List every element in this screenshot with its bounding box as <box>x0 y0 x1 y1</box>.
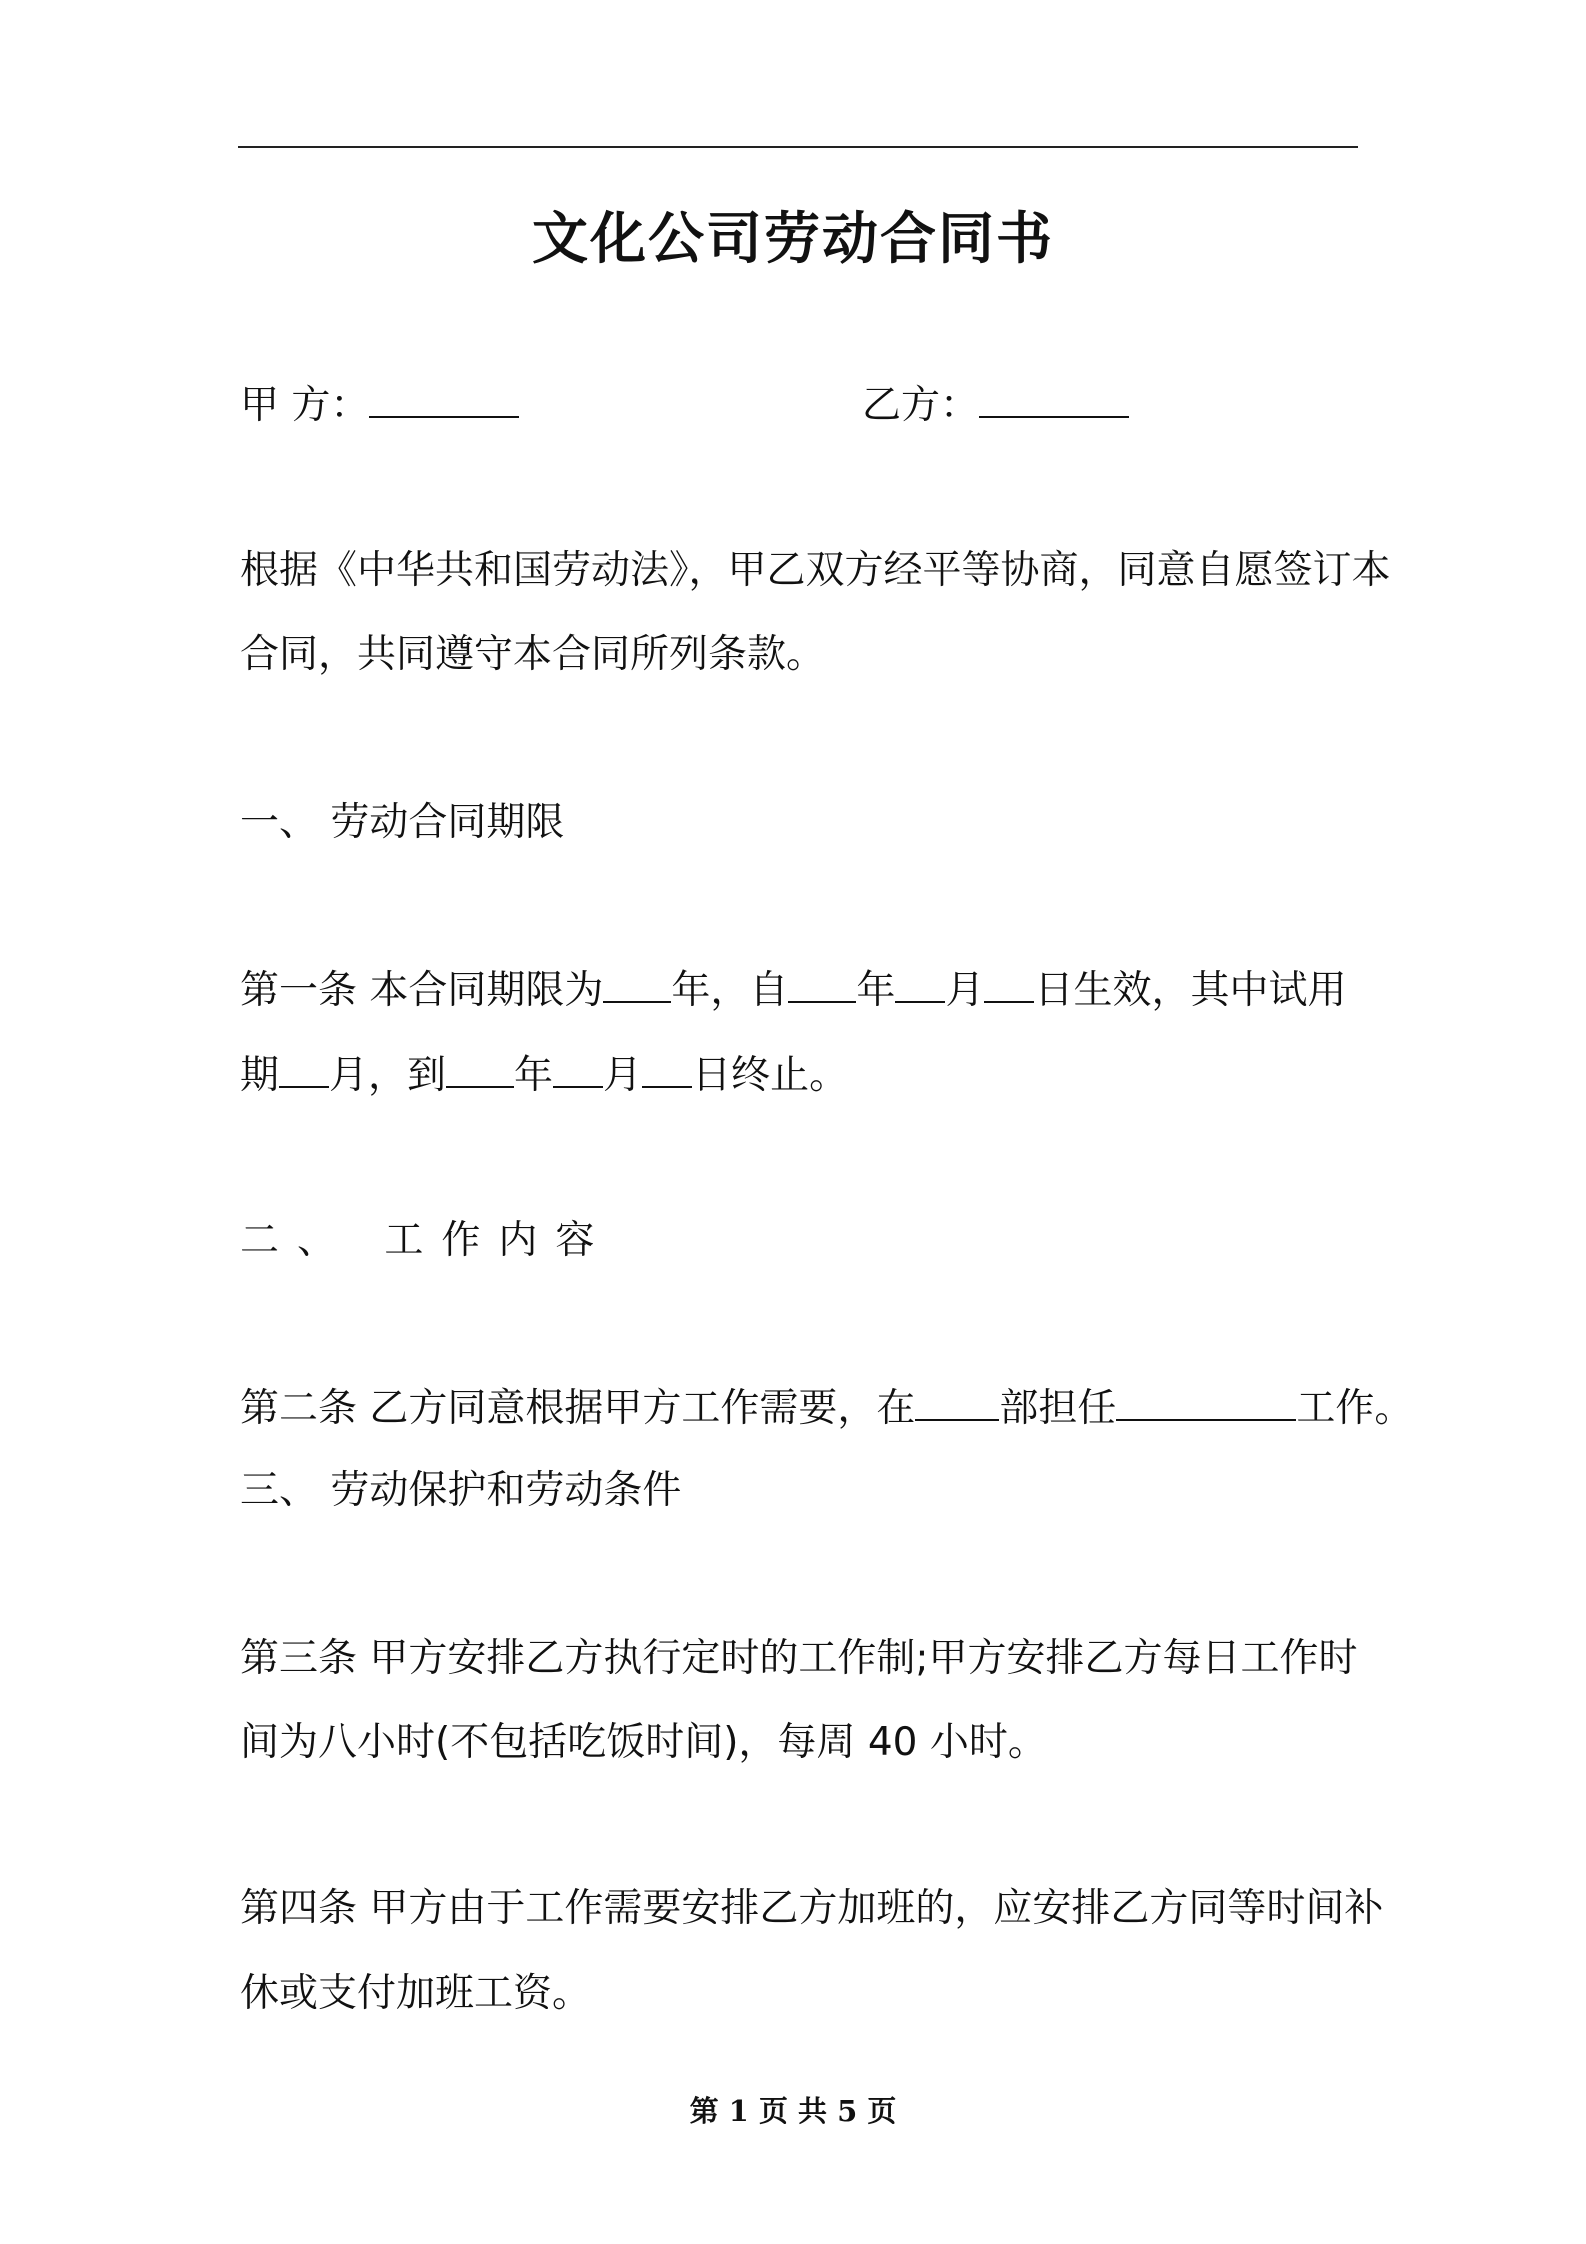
article-1-text: 日生效，其中试用 <box>1034 968 1347 1013</box>
article-1-line-2 <box>240 1050 848 1101</box>
article-1-text: 年 <box>856 968 896 1013</box>
article-4-line-2: 休或支付加班工资。 <box>240 1971 592 2016</box>
section-1-heading: 一、 劳动合同期限 <box>240 800 565 845</box>
article-1-text: 第一条 本合同期限为 <box>240 968 604 1013</box>
term-years-blank <box>603 965 671 1003</box>
section-2-heading: 二、 工作内容 <box>240 1218 613 1263</box>
end-day-blank <box>642 1050 692 1088</box>
preamble-line-2: 合同，共同遵守本合同所列条款。 <box>240 632 826 677</box>
article-1-text: 日终止。 <box>692 1053 849 1098</box>
preamble-line-1: 根据《中华共和国劳动法》，甲乙双方经平等协商，同意自愿签订本 <box>240 548 1391 593</box>
article-2-text: 部担任 <box>999 1386 1117 1431</box>
document-title: 文化公司劳动合同书 <box>532 207 1054 272</box>
end-month-blank <box>553 1050 603 1088</box>
article-1-text: 年 <box>514 1053 554 1098</box>
position-blank <box>1116 1383 1296 1421</box>
start-year-blank <box>788 965 856 1003</box>
article-1-text: 年，自 <box>671 968 789 1013</box>
party-b-label: 乙方： <box>862 383 980 428</box>
party-a-blank <box>369 380 519 418</box>
article-3-line-1: 第三条 甲方安排乙方执行定时的工作制;甲方安排乙方每日工作时 <box>240 1636 1358 1681</box>
article-1-text: 月，到 <box>329 1053 447 1098</box>
article-3-line-2: 间为八小时(不包括吃饭时间)，每周 40 小时。 <box>240 1720 1047 1765</box>
header-rule <box>238 146 1358 148</box>
start-month-blank <box>895 965 945 1003</box>
party-a-line <box>240 380 519 431</box>
start-day-blank <box>984 965 1034 1003</box>
article-1-line-1 <box>240 965 1346 1016</box>
article-2-line <box>240 1383 1413 1434</box>
article-4-line-1: 第四条 甲方由于工作需要安排乙方加班的，应安排乙方同等时间补 <box>240 1886 1384 1931</box>
department-blank <box>915 1383 999 1421</box>
article-2-text: 工作。 <box>1296 1386 1414 1431</box>
probation-months-blank <box>279 1050 329 1088</box>
party-b-line <box>862 380 1129 431</box>
article-1-text: 月 <box>945 968 985 1013</box>
end-year-blank <box>446 1050 514 1088</box>
article-1-text: 期 <box>240 1053 280 1098</box>
section-3-heading: 三、 劳动保护和劳动条件 <box>240 1468 682 1513</box>
party-a-label: 甲 方： <box>240 383 370 428</box>
article-2-text: 第二条 乙方同意根据甲方工作需要，在 <box>240 1386 916 1431</box>
page-number: 第 1 页 共 5 页 <box>689 2094 897 2128</box>
article-1-text: 月 <box>603 1053 643 1098</box>
party-b-blank <box>979 380 1129 418</box>
